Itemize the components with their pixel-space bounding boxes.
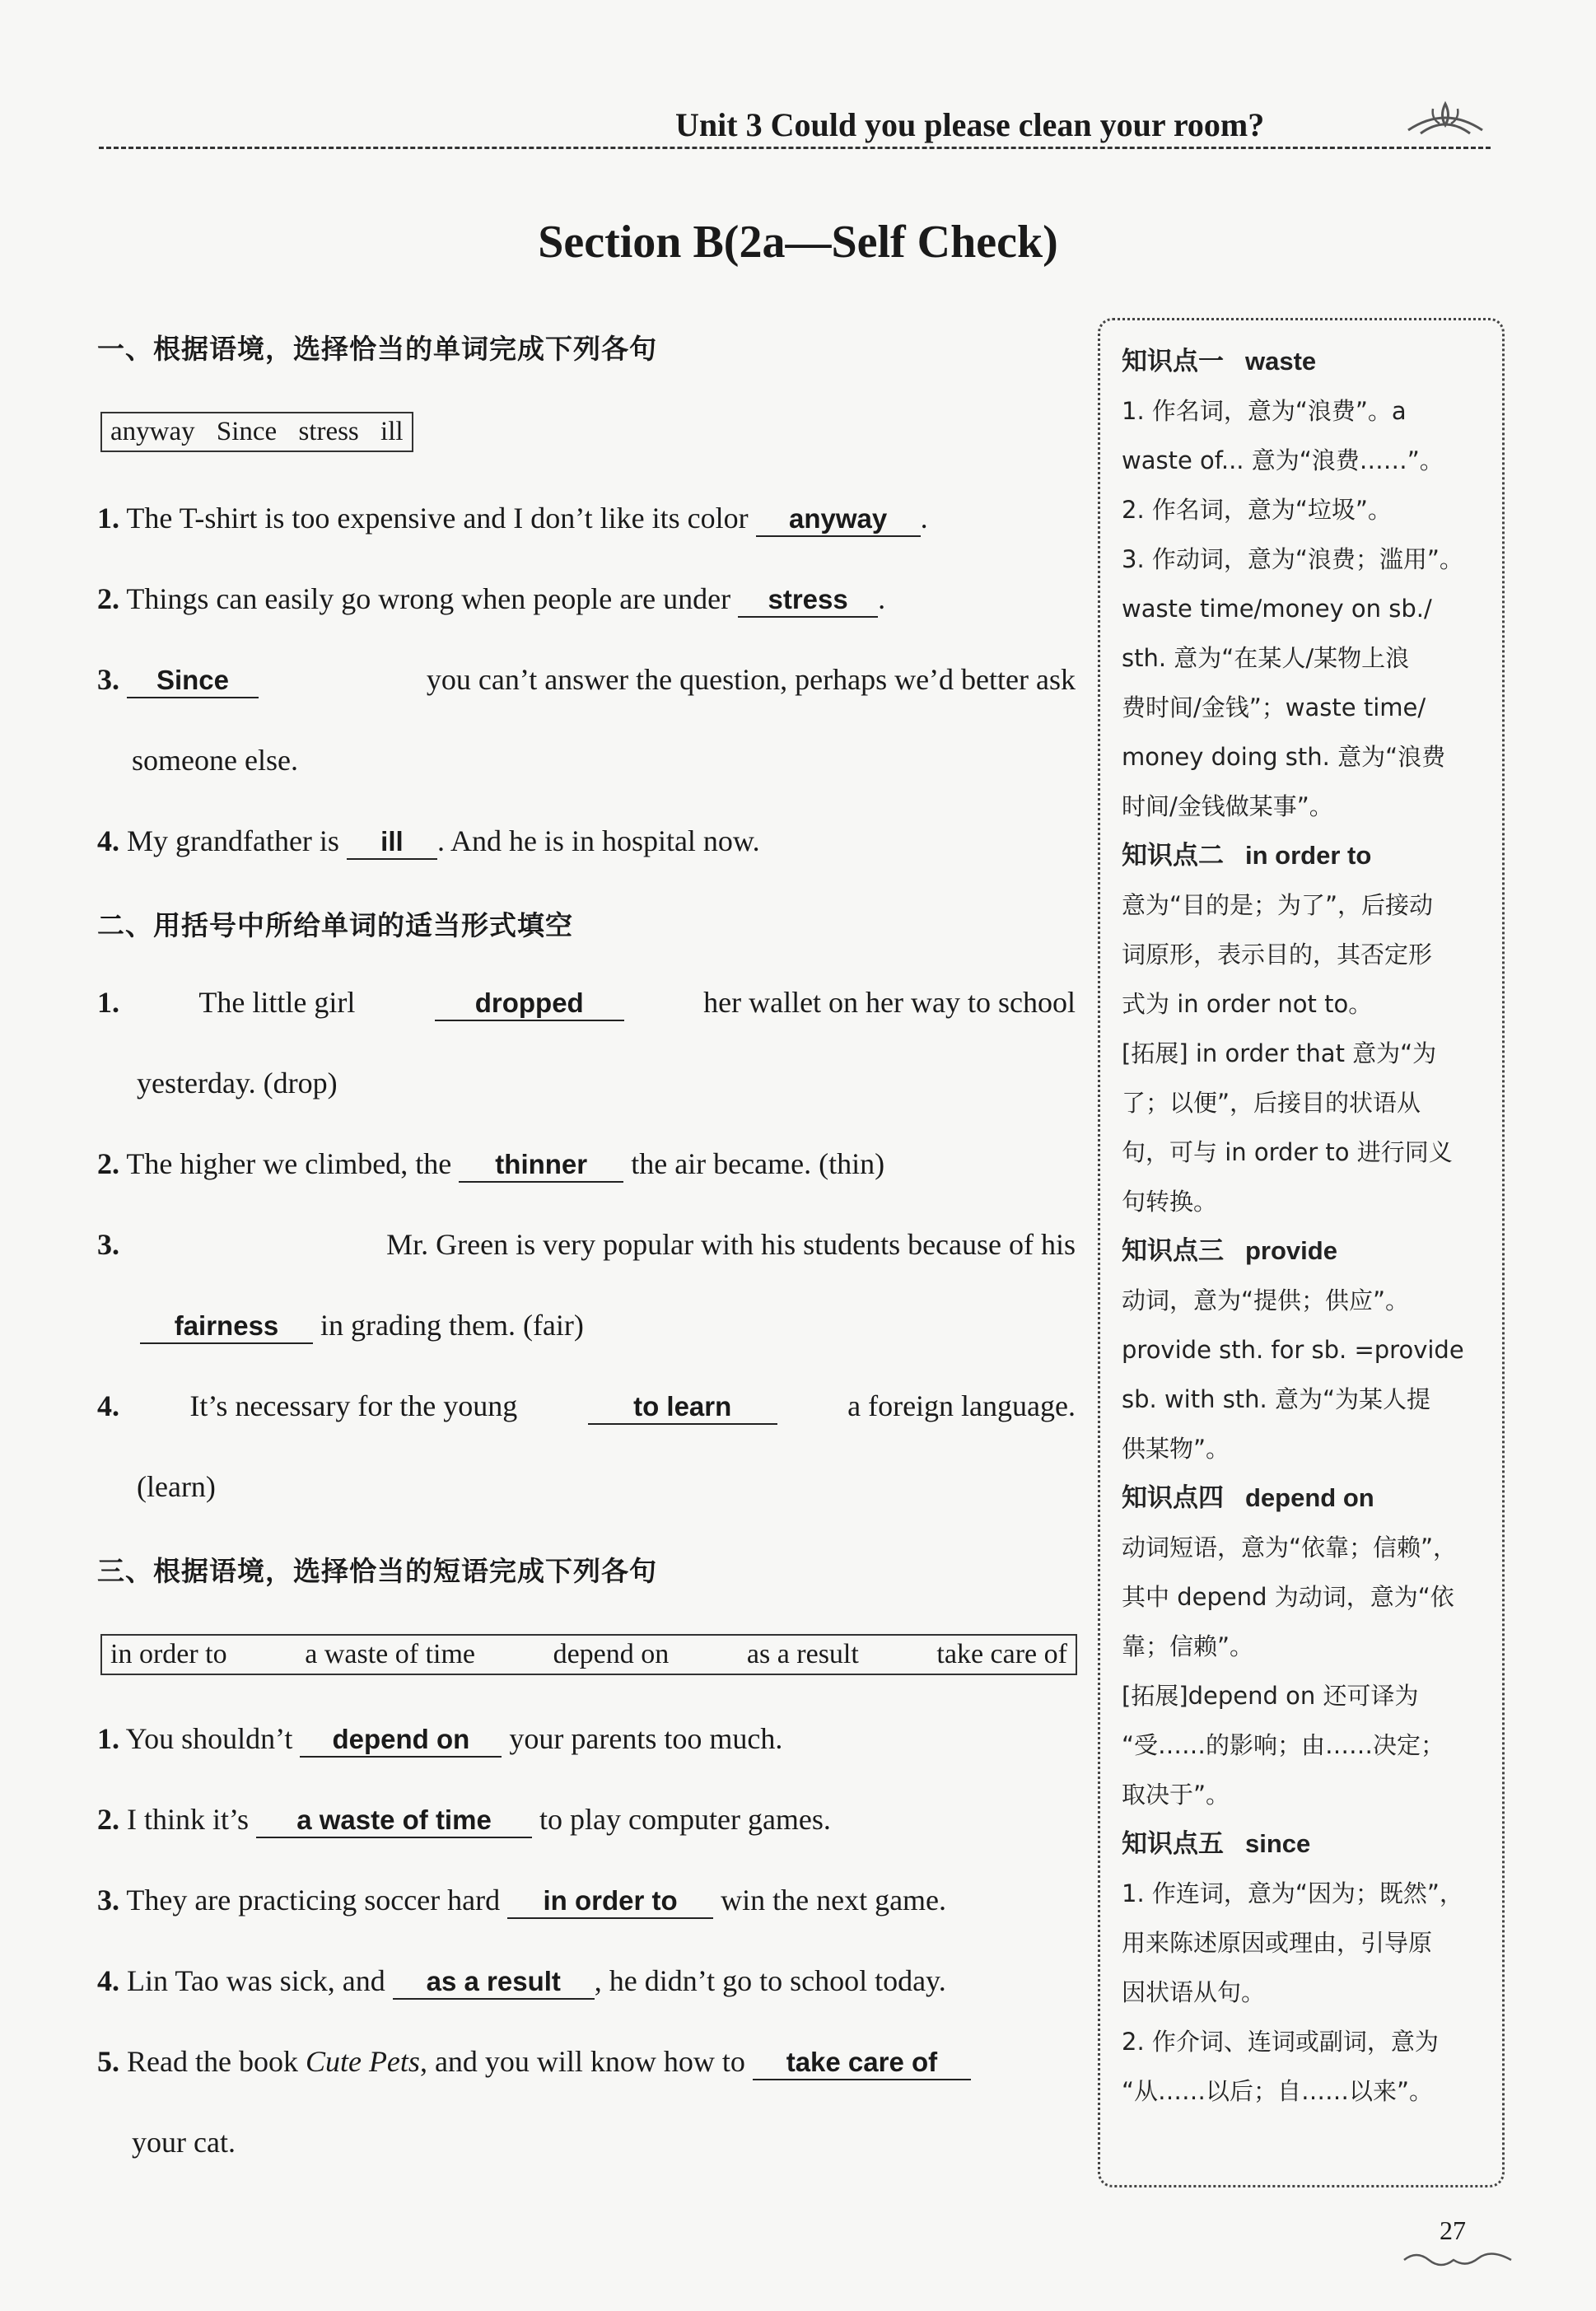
word-bank: anyway Since stress ill	[100, 412, 413, 452]
part3-item-2: 2. I think it’s a waste of time to play computer games.	[97, 1802, 831, 1838]
part3-heading: 三、根据语境，选择恰当的短语完成下列各句	[97, 1555, 657, 1587]
kp-title: 知识点三 provide	[1122, 1236, 1337, 1266]
part1-item-1: 1. The T-shirt is too expensive and I don’t like its color anyway .	[97, 501, 928, 537]
part2-item-3-cont: fairness in grading them. (fair)	[140, 1308, 584, 1344]
answer-blank[interactable]: take care of	[753, 2046, 971, 2080]
answer-blank[interactable]: ill	[347, 825, 437, 860]
book-title: Cute Pets	[305, 2045, 420, 2078]
part1-item-2: 2. Things can easily go wrong when people are under stress .	[97, 581, 885, 618]
part2-item-4: 4. It’s necessary for the young to learn a foreign language.	[97, 1389, 1076, 1425]
answer-blank[interactable]: in order to	[507, 1884, 713, 1919]
answer-blank[interactable]: as a result	[393, 1965, 595, 2000]
page-number: 27	[1440, 2215, 1466, 2245]
kp-provide: 知识点三 provide 动词，意为“提供；供应”。 provide sth. for sb. =provide sb. with sth. 意为“为某人提 供某物”。	[1122, 1226, 1481, 1473]
section-title: Section B(2a—Self Check)	[538, 217, 1058, 268]
answer-blank[interactable]: thinner	[459, 1148, 623, 1183]
kp-waste: 知识点一 waste 1. 作名词，意为“浪费”。a waste of... 意为“浪费……”。 2. 作名词，意为“垃圾”。 3. 作动词，意为“浪费；滥用”。 waste time/money on sb./ sth. 意为“在某人/某物上浪 费时间/金钱”；waste time/ money doing sth. 意为“浪费 时间/金钱做某事”。	[1122, 337, 1481, 831]
part2-item-3: 3. Mr. Green is very popular with his students because of his	[97, 1228, 1076, 1261]
part2-item-1: 1. The little girl dropped her wallet on her way to school	[97, 985, 1076, 1021]
kp-since: 知识点五 since 1. 作连词，意为“因为；既然”， 用来陈述原因或理由，引导原 因状语从句。 2. 作介词、连词或副词，意为 “从……以后；自……以来”。	[1122, 1819, 1481, 2116]
kp-title: 知识点一 waste	[1122, 347, 1317, 376]
kp-title: 知识点四 depend on	[1122, 1483, 1374, 1513]
part1-heading: 一、根据语境，选择恰当的单词完成下列各句	[97, 333, 657, 365]
answer-blank[interactable]: anyway	[756, 502, 921, 537]
answer-blank[interactable]: to learn	[588, 1390, 777, 1425]
unit-title: Unit 3 Could you please clean your room?	[675, 106, 1265, 143]
part3-item-5-cont: your cat.	[132, 2126, 236, 2159]
part1-item-4: 4. My grandfather is ill . And he is in hospital now.	[97, 824, 760, 860]
answer-blank[interactable]: Since	[127, 664, 259, 698]
part3-item-1: 1. You shouldn’t depend on your parents too much.	[97, 1721, 782, 1758]
header-rule	[99, 147, 1491, 149]
answer-blank[interactable]: fairness	[140, 1310, 313, 1344]
part2-item-1-cont: yesterday. (drop)	[137, 1067, 338, 1099]
part2-item-2: 2. The higher we climbed, the thinner the air became. (thin)	[97, 1146, 884, 1183]
kp-depend-on: 知识点四 depend on 动词短语，意为“依靠；信赖”， 其中 depend 为动词，意为“依 靠；信赖”。 [拓展]depend on 还可译为 “受……的影响；由……决定； 取决于”。	[1122, 1473, 1481, 1819]
part3-item-5: 5. Read the book Cute Pets, and you will know how to take care of	[97, 2044, 971, 2080]
part2-heading: 二、用括号中所给单词的适当形式填空	[97, 909, 573, 941]
part1-item-3: 3. Since you can’t answer the question, perhaps we’d better ask	[97, 662, 1076, 698]
answer-blank[interactable]: depend on	[300, 1723, 502, 1758]
swirl-ornament-icon	[1400, 2248, 1515, 2270]
phrase-bank: in order to a waste of time depend on as a result take care of	[100, 1634, 1077, 1675]
kp-title: 知识点五 since	[1122, 1829, 1311, 1859]
answer-blank[interactable]: stress	[738, 583, 878, 618]
kp-in-order-to: 知识点二 in order to 意为“目的是；为了”，后接动 词原形，表示目的，其否定形 式为 in order not to。 [拓展] in order that 意为“为 了；以便”，后接目的状语从 句，可与 in order to 进行同义 句转换。	[1122, 831, 1481, 1226]
part3-item-3: 3. They are practicing soccer hard in order to win the next game.	[97, 1883, 946, 1919]
answer-blank[interactable]: dropped	[435, 987, 624, 1021]
part2-item-4-cont: (learn)	[137, 1470, 216, 1503]
knowledge-sidebar	[1098, 318, 1505, 2187]
answer-blank[interactable]: a waste of time	[256, 1804, 532, 1838]
part1-item-3-cont: someone else.	[132, 744, 298, 777]
kp-title: 知识点二 in order to	[1122, 841, 1372, 871]
lotus-ornament-icon	[1400, 97, 1491, 147]
part3-item-4: 4. Lin Tao was sick, and as a result , he didn’t go to school today.	[97, 1963, 946, 2000]
